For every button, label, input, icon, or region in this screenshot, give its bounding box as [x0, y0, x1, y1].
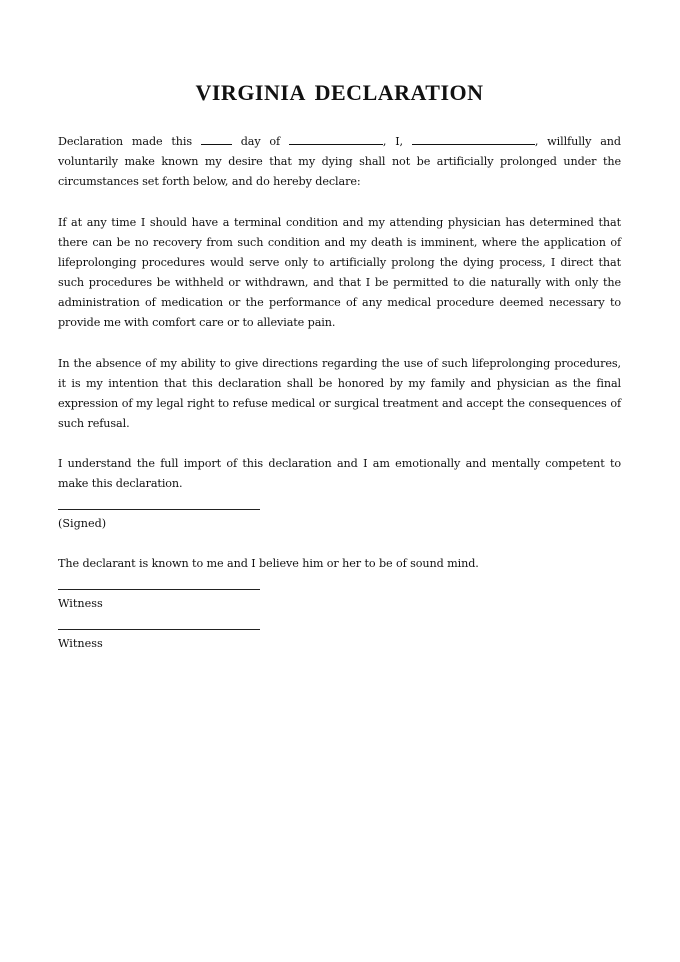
signature-line[interactable]	[58, 509, 260, 510]
day-blank-field[interactable]	[201, 132, 232, 145]
intro-text-2: day of	[240, 135, 281, 148]
witness-1-label: Witness	[58, 597, 103, 610]
document-title: VIRGINIA DECLARATION	[195, 80, 484, 105]
intro-text-3: , I,	[382, 135, 403, 148]
month-blank-field[interactable]	[289, 132, 383, 145]
intro-text-4: , willfully and voluntarily make known my desire that my dying shall not be artificially prolonged under the circumstances set forth below, and do hereby declare:	[58, 135, 621, 188]
absence-of-ability-paragraph: In the absence of my ability to give directions regarding the use of such lifeprolonging procedures, it is my intention that this declaration shall be honored by my family and physician as the final expression of my legal right to refuse medical or surgical treatment and accept the consequences of such refusal.	[58, 357, 621, 430]
understanding-paragraph: I understand the full import of this declaration and I am emotionally and mentally competent to make this declaration.	[58, 457, 621, 490]
terminal-condition-paragraph: If at any time I should have a terminal condition and my attending physician has determined that there can be no recovery from such condition and my death is imminent, where the application of lifeprolonging procedures would serve only to artificially prolong the dying process, I direct that such procedures be withheld or withdrawn, and that I be permitted to die naturally with only the administration of medication or the performance of any medical procedure deemed necessary to provide me with comfort care or to alleviate pain.	[58, 216, 621, 329]
witness-statement: The declarant is known to me and I believe him or her to be of sound mind.	[58, 557, 479, 570]
witness-2-signature-line[interactable]	[58, 629, 260, 630]
intro-paragraph	[58, 132, 621, 192]
signed-label: (Signed)	[58, 517, 107, 530]
declarant-name-blank-field[interactable]	[412, 132, 535, 145]
intro-text-1: Declaration made this	[58, 135, 193, 148]
witness-2-label: Witness	[58, 637, 103, 650]
witness-1-signature-line[interactable]	[58, 589, 260, 590]
